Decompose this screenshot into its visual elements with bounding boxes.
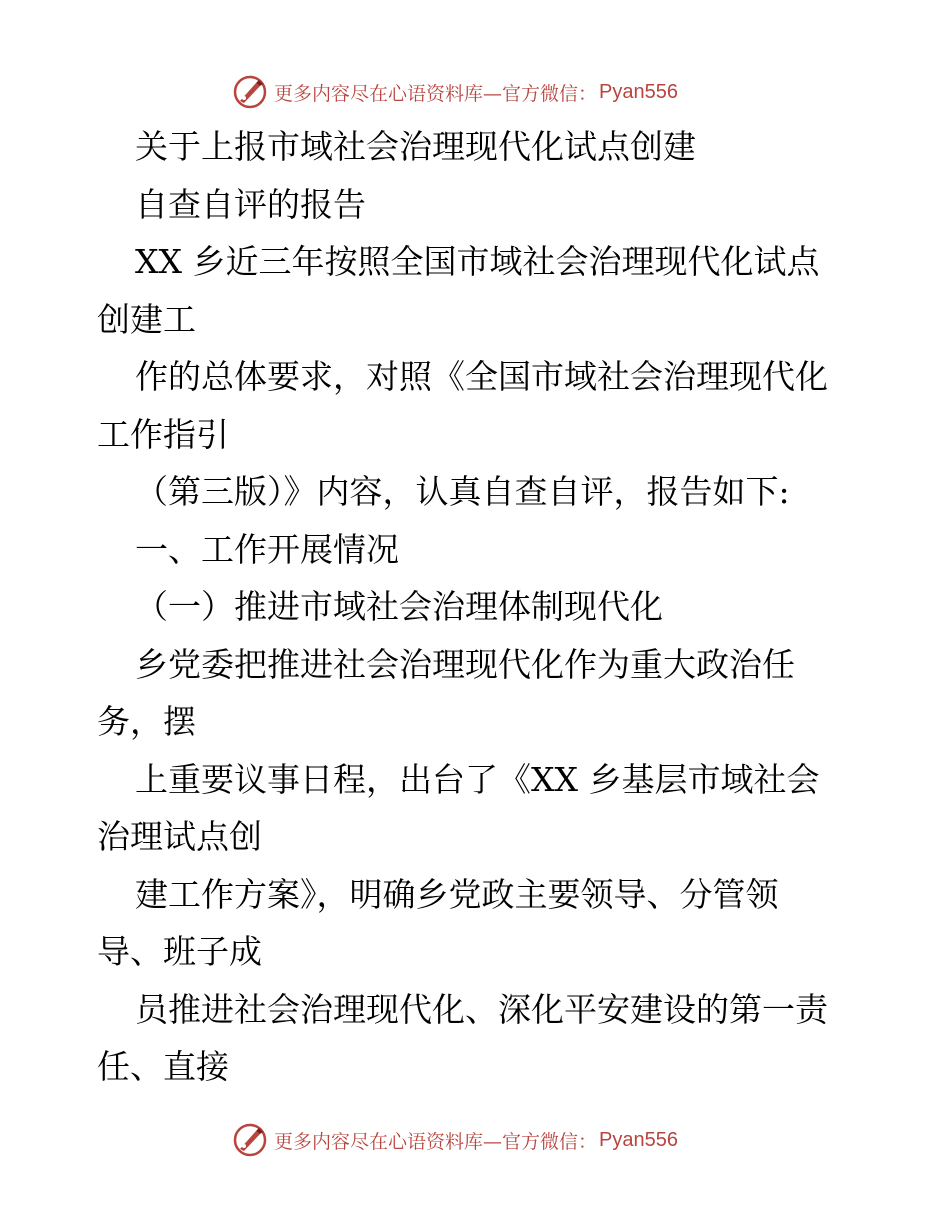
paragraph-line: 建工作方案》，明确乡党政主要领导、分管领 xyxy=(135,874,779,914)
watermark-text: 更多内容尽在心语资料库 xyxy=(274,1130,484,1153)
document-title-line-1: 关于上报市域社会治理现代化试点创建 xyxy=(135,127,696,166)
paragraph-line: 治理试点创 xyxy=(97,817,262,856)
subsection-heading: （一）推进市域社会治理体制现代化 xyxy=(135,587,663,626)
paragraph-line: 作的总体要求，对照《全国市域社会治理现代化 xyxy=(135,357,828,396)
paragraph-line: 员推进社会治理现代化、深化平安建设的第一责 xyxy=(135,989,828,1029)
watermark-separator: —官方微信： xyxy=(483,82,598,105)
paragraph-line: 务，摆 xyxy=(97,702,196,741)
paragraph-line: 乡党委把推进社会治理现代化作为重大政治任 xyxy=(135,644,795,684)
document-title-line-2: 自查自评的报告 xyxy=(135,184,366,224)
footer-watermark xyxy=(232,1120,678,1160)
paragraph-line: （第三版）》内容，认真自查自评，报告如下: xyxy=(135,472,790,511)
paragraph-line: XX 乡近三年按照全国市域社会治理现代化试点 xyxy=(135,242,820,281)
pen-seal-icon xyxy=(232,1122,268,1158)
watermark-id: Pyan556 xyxy=(599,80,678,103)
pen-seal-icon xyxy=(232,74,268,110)
header-watermark xyxy=(232,72,678,112)
paragraph-line: 创建工 xyxy=(97,299,196,339)
paragraph-line: 任、直接 xyxy=(97,1047,229,1086)
document-body xyxy=(0,118,950,1096)
paragraph-line: 导、班子成 xyxy=(97,932,262,971)
paragraph-line: 上重要议事日程，出台了《XX 乡基层市域社会 xyxy=(135,759,820,799)
watermark-separator: —官方微信： xyxy=(483,1130,598,1153)
watermark-id: Pyan556 xyxy=(599,1128,678,1151)
watermark-text: 更多内容尽在心语资料库 xyxy=(274,82,484,105)
section-heading: 一、工作开展情况 xyxy=(135,529,399,569)
paragraph-line: 工作指引 xyxy=(97,414,229,454)
